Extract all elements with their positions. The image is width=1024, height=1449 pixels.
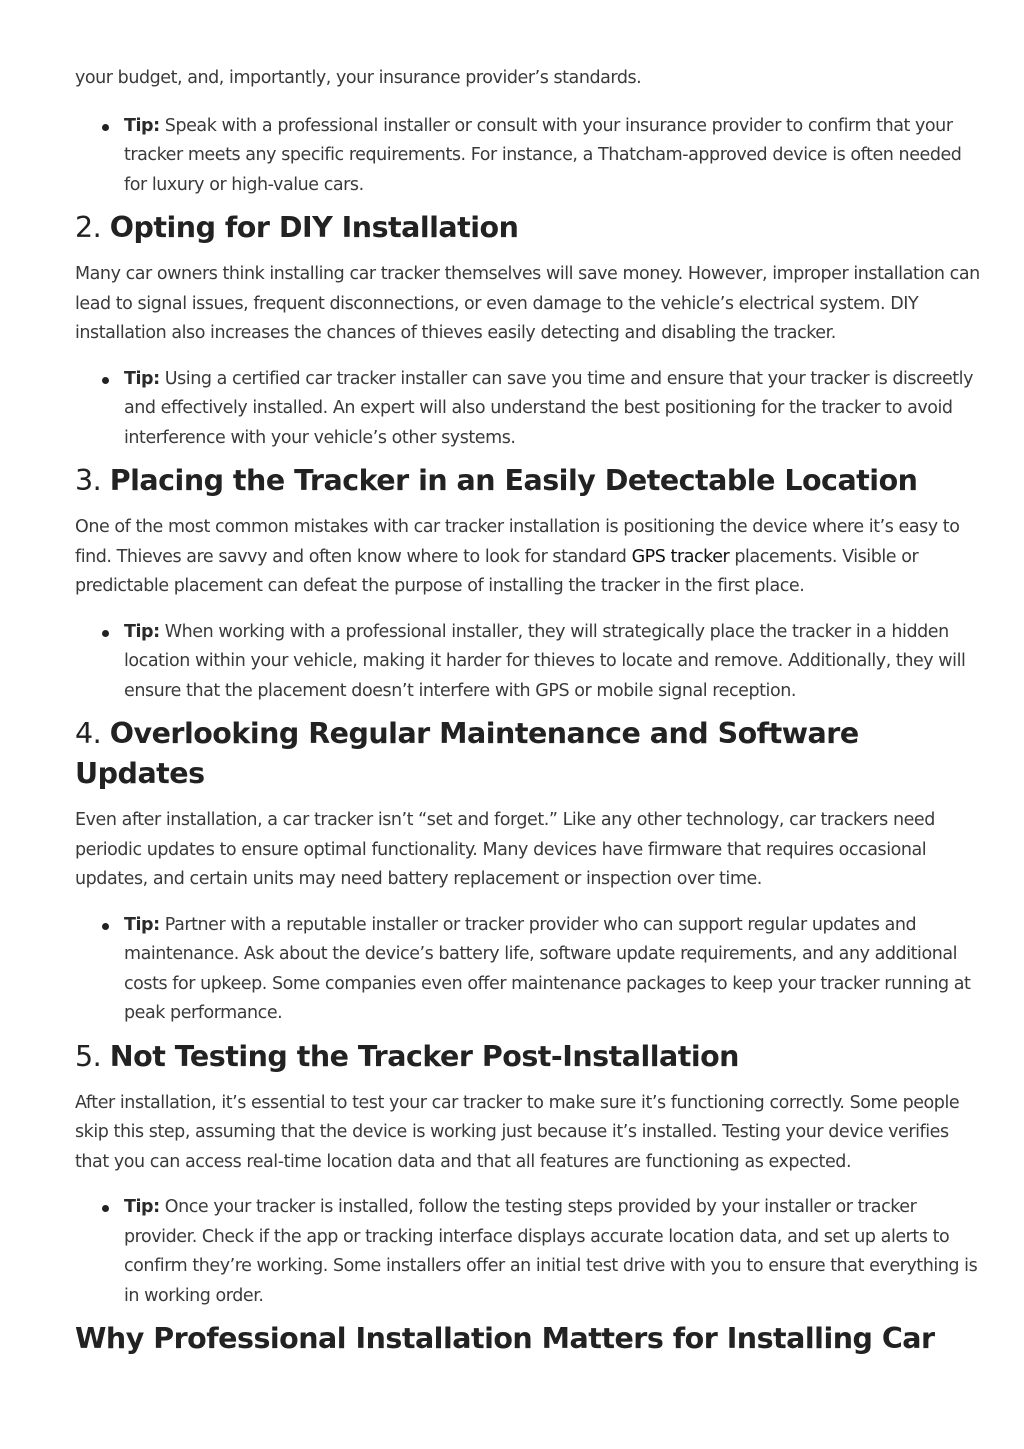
section-tip-list-5: [75, 1193, 984, 1311]
section-tip-item-3: [75, 618, 984, 707]
section-tip-item-5: [75, 1193, 984, 1311]
bullet-dot-icon: [102, 923, 109, 930]
section-heading-5: [75, 1037, 984, 1077]
section-title: Placing the Tracker in an Easily Detectable Location: [109, 464, 918, 497]
section-heading-3: [75, 461, 984, 501]
section-title: Not Testing the Tracker Post-Installation: [109, 1039, 739, 1073]
intro-paragraph-tail: your budget, and, importantly, your insurance provider’s standards.: [75, 68, 642, 88]
tip-text: When working with a professional installer, they will strategically place the tracker in a hidden location within your vehicle, making it harder for thieves to locate and remove. Additionally, they will ensure that the placement doesn’t interfere with GPS or mobile signal reception.: [124, 621, 966, 701]
intro-tip-item: [75, 112, 984, 201]
tip-text: Using a certified car tracker installer can save you time and ensure that your tracker is discreetly and effectively installed. An expert will also understand the best positioning for the tracker to avoid interference with your vehicle’s other systems.: [124, 368, 973, 448]
section-paragraph-3: [75, 513, 984, 602]
section-heading-4: [75, 714, 984, 794]
section-tip-list-2: [75, 365, 984, 454]
section-paragraph-2: Many car owners think installing car tracker themselves will save money. However, improper installation can lead to signal issues, frequent disconnections, or even damage to the vehicle’s electrical system. DIY installation also increases the chances of thieves easily detecting and disabling the tracker.: [75, 264, 980, 343]
section-tip-list-3: [75, 618, 984, 707]
paragraph-text-after-link: placements. Visible or predictable placement can defeat the purpose of installing the tracker in the first place.: [75, 546, 919, 596]
section-title: Overlooking Regular Maintenance and Software Updates: [75, 717, 859, 790]
paragraph-text-before-link: One of the most common mistakes with car tracker installation is positioning the device where it’s easy to find. Thieves are savvy and often know where to look for standard: [75, 517, 960, 567]
bullet-dot-icon: [102, 1205, 109, 1212]
gps-tracker-link[interactable]: GPS tracker: [631, 546, 730, 567]
intro-tip-list: [75, 112, 984, 201]
tip-text: Speak with a professional installer or consult with your insurance provider to confirm that your tracker meets any specific requirements. For instance, a Thatcham-approved device is often needed for luxury or high-value cars.: [124, 115, 962, 195]
section-tip-item-2: [75, 365, 984, 454]
tip-label: Tip:: [124, 1197, 160, 1217]
bullet-dot-icon: [102, 630, 109, 637]
section-number: 2.: [75, 211, 110, 244]
section-paragraph-5: After installation, it’s essential to test your car tracker to make sure it’s functioning correctly. Some people skip this step, assuming that the device is working just because it’s installed. Testing your device verifies that you can access real-time location data and that all features are functioning as expected.: [75, 1092, 960, 1172]
section-tip-item-4: [75, 911, 984, 1029]
tip-label: Tip:: [124, 914, 160, 935]
closing-heading: Why Professional Installation Matters for Installing Car: [75, 1322, 935, 1355]
section-title: Opting for DIY Installation: [109, 211, 519, 244]
section-number: 5.: [75, 1039, 110, 1073]
section-heading-2: [75, 208, 984, 248]
bullet-dot-icon: [102, 377, 109, 384]
section-number: 4.: [75, 717, 110, 750]
section-number: 3.: [75, 464, 110, 497]
section-tip-list-4: [75, 911, 984, 1029]
tip-text: Once your tracker is installed, follow the testing steps provided by your installer or tracker provider. Check if the app or tracking interface displays accurate location data, and set up alerts to confirm they’re working. Some installers offer an initial test drive with you to ensure that everything is in working order.: [124, 1197, 978, 1306]
section-paragraph-4: Even after installation, a car tracker isn’t “set and forget.” Like any other technology, car trackers need periodic updates to ensure optimal functionality. Many devices have firmware that requires occasional updates, and certain units may need battery replacement or inspection over time.: [75, 810, 935, 889]
tip-label: Tip:: [124, 621, 160, 642]
tip-label: Tip:: [124, 368, 160, 389]
bullet-dot-icon: [102, 124, 109, 131]
tip-label: Tip:: [124, 115, 160, 136]
tip-text: Partner with a reputable installer or tracker provider who can support regular updates and maintenance. Ask about the device’s battery life, software update requirements, and any additional costs for upkeep. Some companies even offer maintenance packages to keep your tracker running at peak performance.: [124, 914, 971, 1023]
